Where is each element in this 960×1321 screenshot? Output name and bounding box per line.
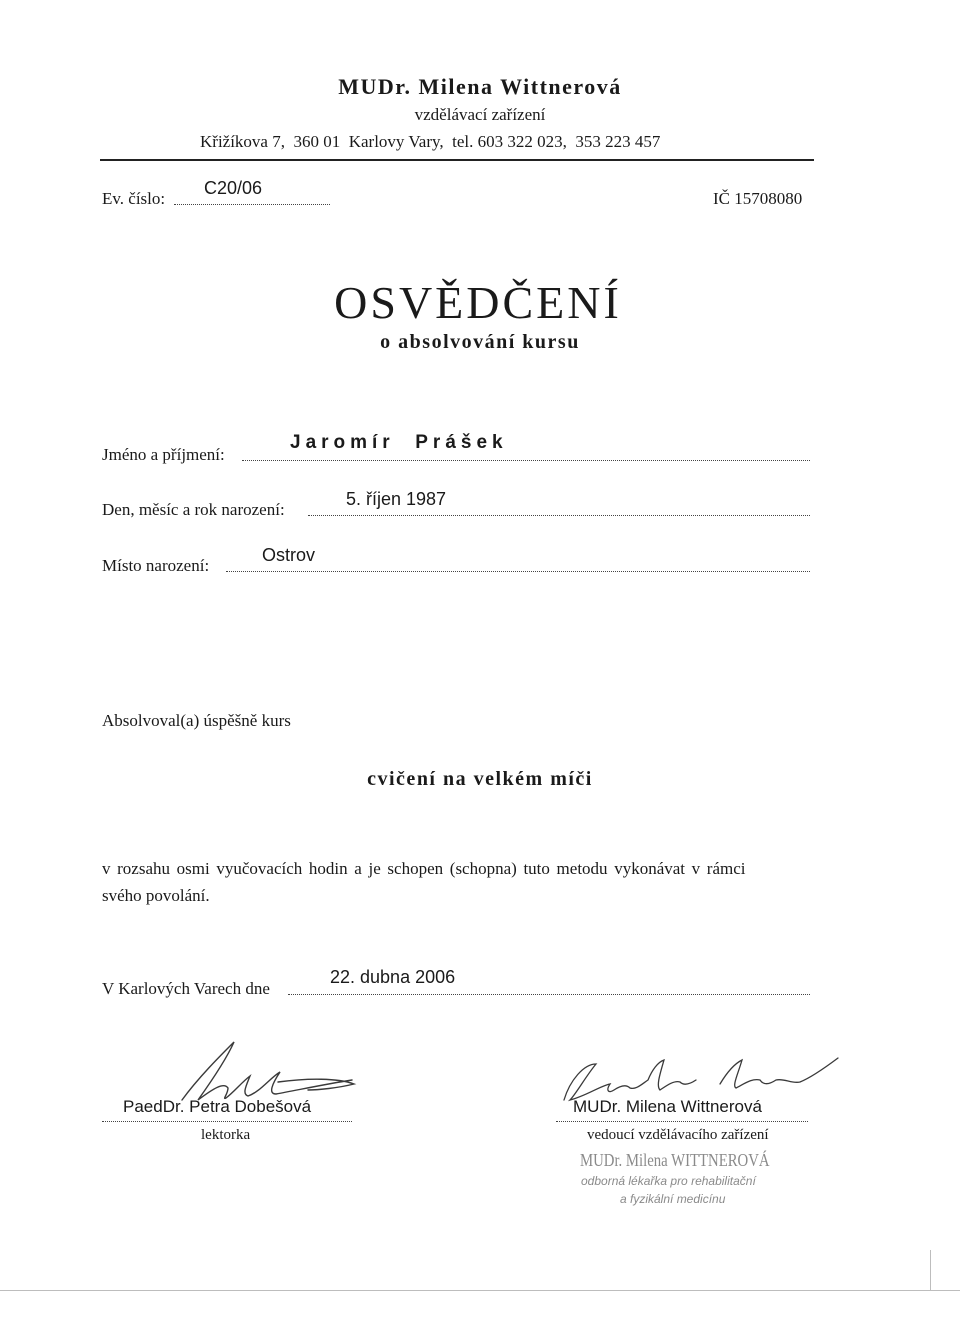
registration-label: Ev. číslo: xyxy=(102,189,166,208)
left-signature-dotted-line xyxy=(102,1121,352,1122)
scan-edge-bottom xyxy=(0,1290,960,1291)
name-label: Jméno a příjmení: xyxy=(102,445,225,464)
birthplace-value: Ostrov xyxy=(262,545,316,565)
course-body-line-1: v rozsahu osmi vyučovacích hodin a je schopen (schopna) tuto metodu vykonávat v rámci xyxy=(102,859,746,878)
letterhead-name: MUDr. Milena Wittnerová xyxy=(338,74,622,99)
certificate-subtitle: o absolvování kursu xyxy=(380,331,580,353)
letterhead-rule xyxy=(100,159,814,161)
birthplace-label: Místo narození: xyxy=(102,556,210,575)
stamp-line-2: odborná lékařka pro rehabilitační xyxy=(581,1174,756,1188)
letterhead-subtitle: vzdělávací zařízení xyxy=(414,105,546,124)
birthdate-dotted-line xyxy=(308,515,810,516)
letterhead-address: Křižíkova 7, 360 01 Karlovy Vary, tel. 603 322 023, 353 223 457 xyxy=(200,132,661,151)
course-body-line-2: svého povolání. xyxy=(102,886,210,905)
left-signatory-role: lektorka xyxy=(201,1127,251,1143)
certificate-title: OSVĚDČENÍ xyxy=(334,277,622,328)
name-dotted-line xyxy=(242,460,810,461)
scan-edge-right xyxy=(930,1250,931,1290)
issue-place-label: V Karlových Varech dne xyxy=(102,979,270,998)
birthdate-label: Den, měsíc a rok narození: xyxy=(102,500,285,519)
name-value: Jaromír Prášek xyxy=(290,432,508,453)
right-signature-dotted-line xyxy=(556,1121,808,1122)
right-signatory-name: MUDr. Milena Wittnerová xyxy=(573,1097,762,1116)
stamp-line-1: MUDr. Milena WITTNEROVÁ xyxy=(580,1150,770,1170)
registration-dotted-line xyxy=(174,204,330,205)
course-intro: Absolvoval(a) úspěšně kurs xyxy=(102,711,291,730)
course-name: cvičení na velkém míči xyxy=(367,768,593,790)
right-signatory-role: vedoucí vzdělávacího zařízení xyxy=(587,1127,769,1143)
birthplace-dotted-line xyxy=(226,571,810,572)
stamp-line-3: a fyzikální medicínu xyxy=(620,1192,726,1206)
registration-number: C20/06 xyxy=(204,178,263,198)
birthdate-value: 5. říjen 1987 xyxy=(346,489,447,509)
ico-number: IČ 15708080 xyxy=(713,189,803,208)
issue-dotted-line xyxy=(288,994,810,995)
left-signatory-name: PaedDr. Petra Dobešová xyxy=(123,1097,312,1116)
issue-date: 22. dubna 2006 xyxy=(330,967,456,987)
